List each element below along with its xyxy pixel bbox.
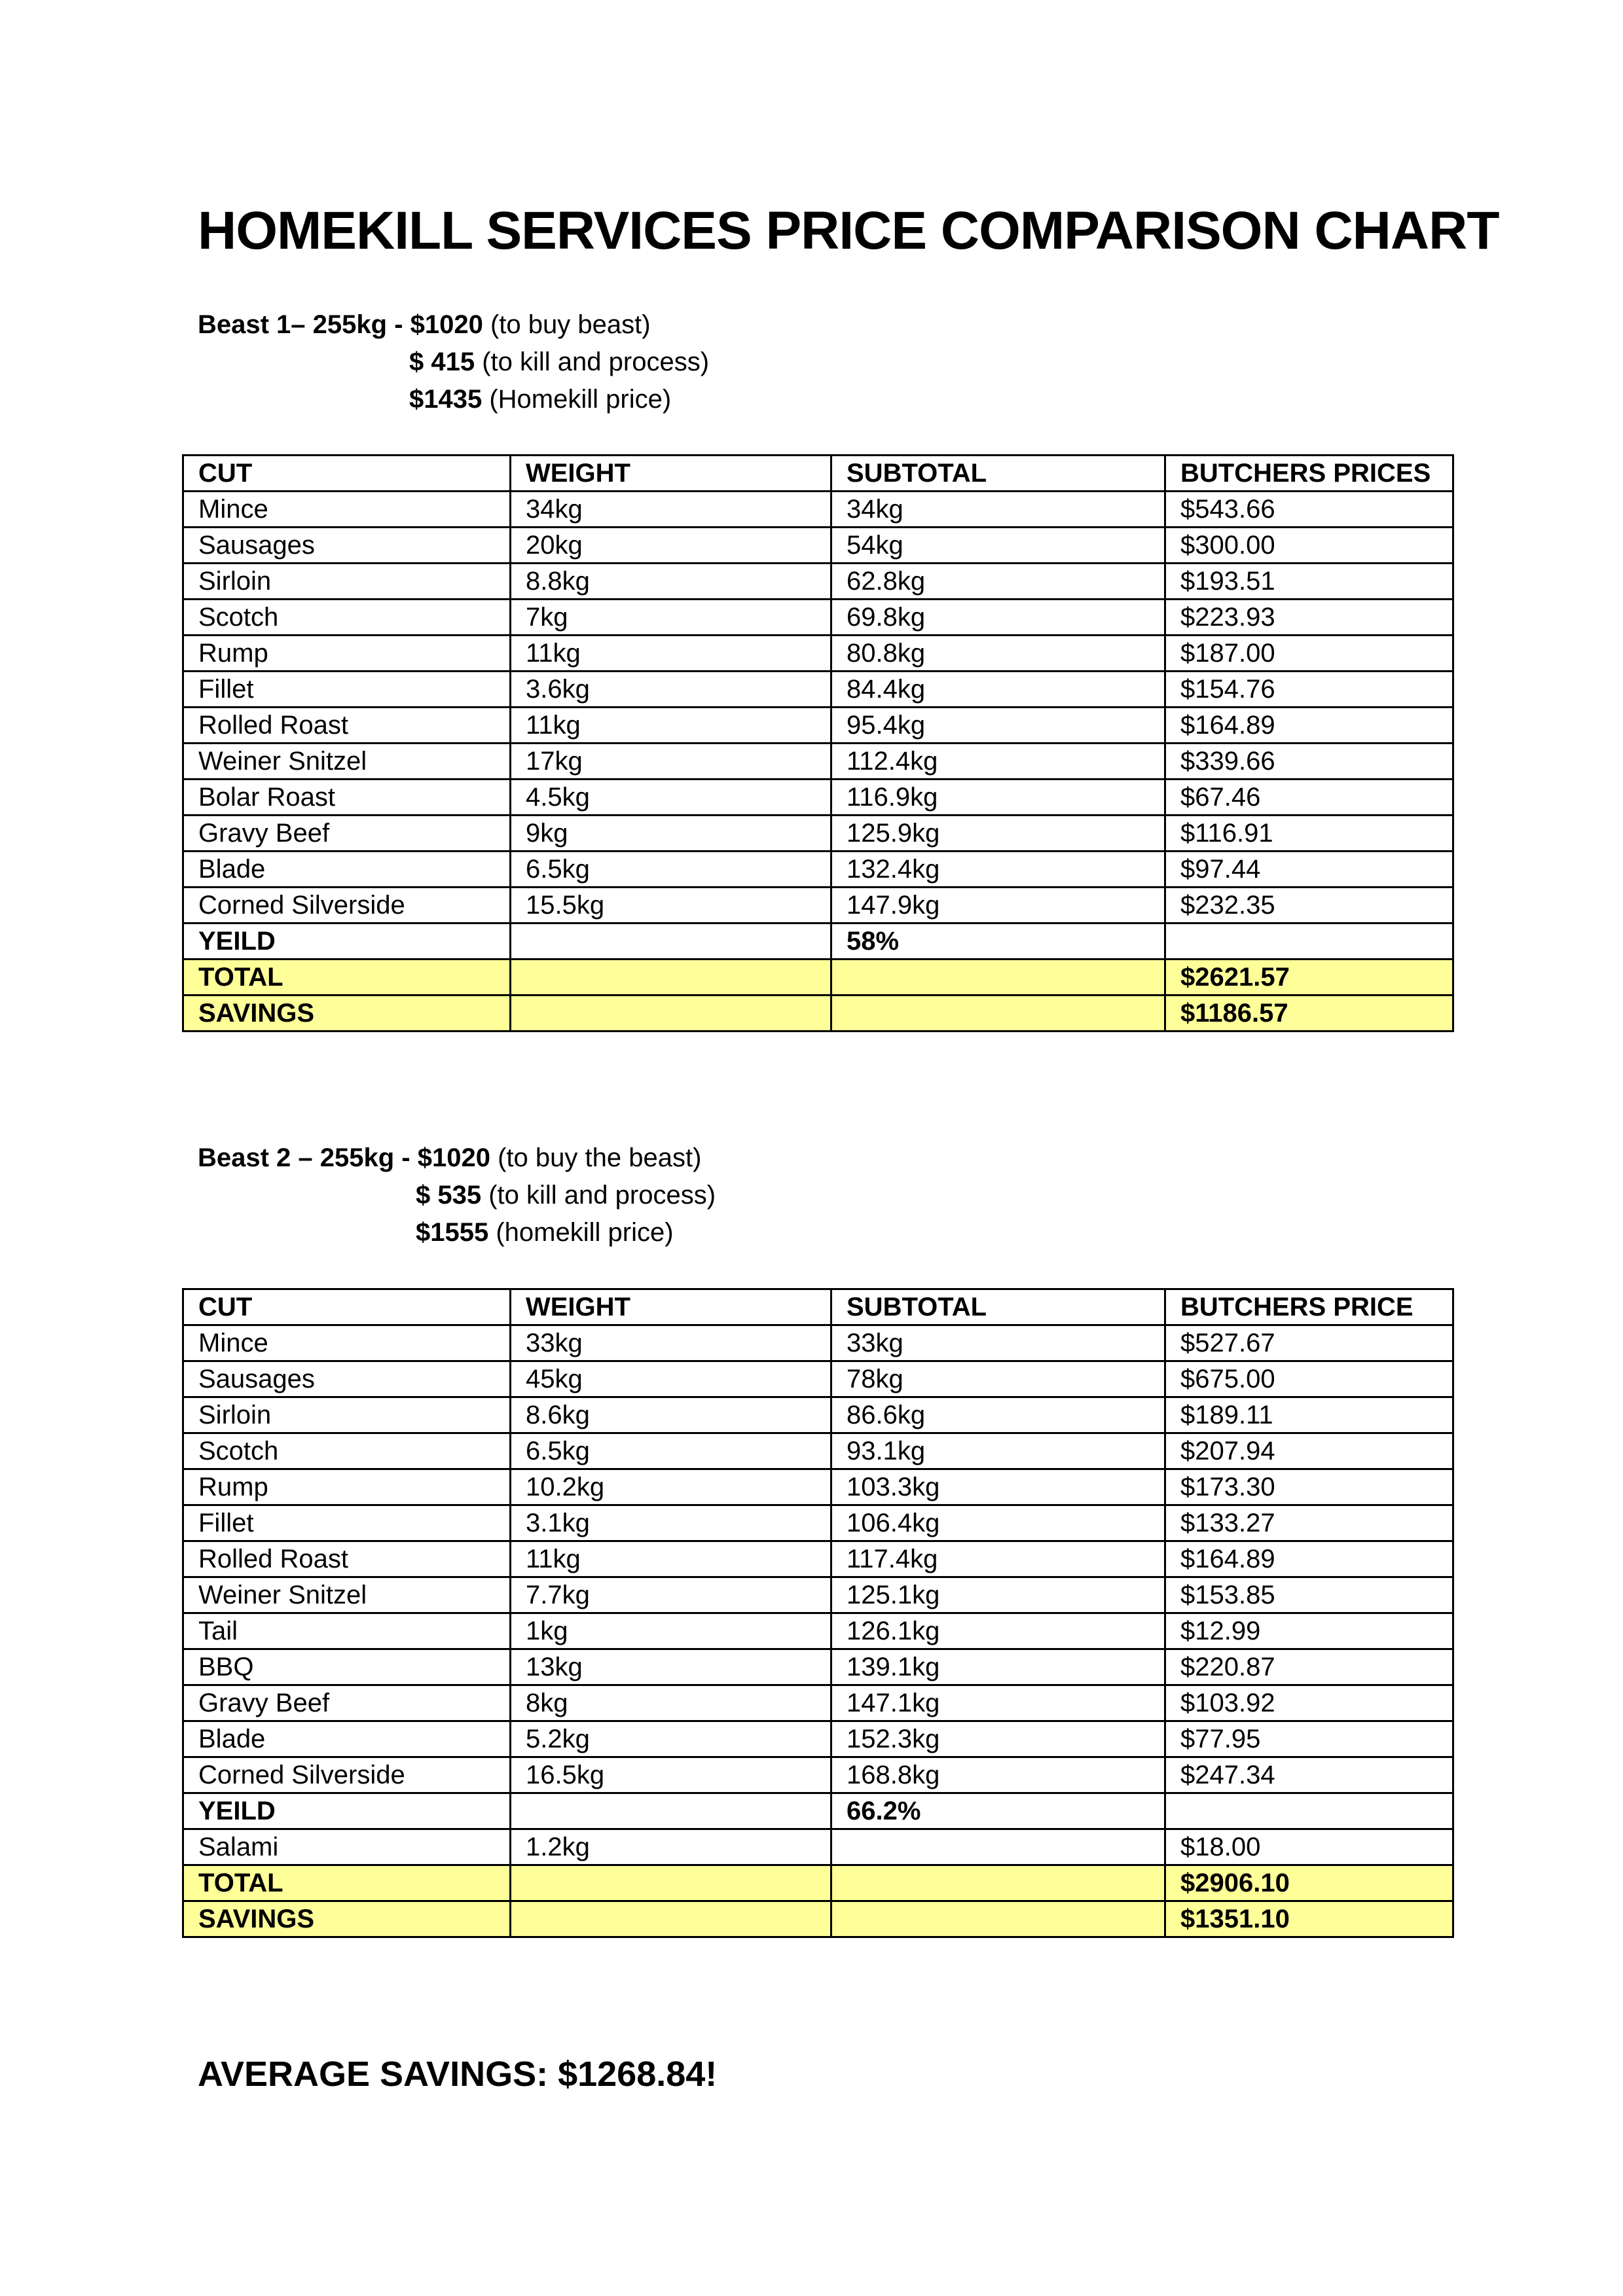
yield-row-cell — [511, 1793, 831, 1829]
table-row — [183, 564, 1453, 600]
table-row-cell: Salami — [183, 1829, 511, 1865]
table-row-cell: 1kg — [511, 1613, 831, 1649]
table-row-cell: $187.00 — [1165, 636, 1453, 672]
table-row — [183, 1541, 1453, 1577]
table-row-cell: Rolled Roast — [183, 1541, 511, 1577]
table-row-cell: 15.5kg — [511, 888, 831, 924]
table-header-row — [183, 1289, 1453, 1325]
total-row-cell: TOTAL — [183, 1865, 511, 1901]
beast1-header-line-text: (to buy beast) — [483, 310, 651, 339]
beast1-header-line-text: (to kill and process) — [475, 348, 710, 376]
yield-row — [183, 924, 1453, 960]
table-header-row-cell: SUBTOTAL — [831, 1289, 1165, 1325]
savings-row-cell: SAVINGS — [183, 996, 511, 1031]
beast1-header-line-bold: $ 415 — [409, 348, 475, 376]
table-row-cell: $164.89 — [1165, 708, 1453, 744]
table-row-cell: $207.94 — [1165, 1433, 1453, 1469]
yield-row-cell — [511, 924, 831, 960]
savings-row-cell — [831, 1901, 1165, 1937]
table-row-cell: 78kg — [831, 1361, 1165, 1397]
table-row-cell: 112.4kg — [831, 744, 1165, 780]
table-row — [183, 600, 1453, 636]
table-row-cell: 125.9kg — [831, 816, 1165, 852]
table-row-cell: 3.1kg — [511, 1505, 831, 1541]
table-row — [183, 888, 1453, 924]
table-row-cell: $527.67 — [1165, 1325, 1453, 1361]
table-row-cell: 4.5kg — [511, 780, 831, 816]
table-row-cell: 6.5kg — [511, 852, 831, 888]
beast2-header-line — [198, 1139, 716, 1177]
table-row-cell: 168.8kg — [831, 1757, 1165, 1793]
beast2-header-line-bold: Beast 2 – 255kg - $1020 — [198, 1143, 490, 1172]
table-row-cell: $247.34 — [1165, 1757, 1453, 1793]
table-row-cell: 69.8kg — [831, 600, 1165, 636]
table-row-cell: 10.2kg — [511, 1469, 831, 1505]
table-row — [183, 492, 1453, 528]
table-row-cell: Mince — [183, 1325, 511, 1361]
table-row-cell: Scotch — [183, 1433, 511, 1469]
savings-row — [183, 1901, 1453, 1937]
table-row-cell: Sausages — [183, 1361, 511, 1397]
table-row-cell: $300.00 — [1165, 528, 1453, 564]
table-row-cell: Weiner Snitzel — [183, 744, 511, 780]
table-row-cell: $133.27 — [1165, 1505, 1453, 1541]
beast1-table-body — [183, 456, 1453, 1031]
table-row-cell: $77.95 — [1165, 1721, 1453, 1757]
beast1-price-table — [182, 454, 1454, 1032]
total-row — [183, 1865, 1453, 1901]
savings-row-cell — [511, 1901, 831, 1937]
table-row-cell: $116.91 — [1165, 816, 1453, 852]
table-row-cell: Tail — [183, 1613, 511, 1649]
table-row-cell: 147.9kg — [831, 888, 1165, 924]
table-row-cell: $164.89 — [1165, 1541, 1453, 1577]
table-row-cell: Corned Silverside — [183, 1757, 511, 1793]
table-row-cell: 16.5kg — [511, 1757, 831, 1793]
table-row-cell: 6.5kg — [511, 1433, 831, 1469]
table-row-cell: 5.2kg — [511, 1721, 831, 1757]
table-row — [183, 1685, 1453, 1721]
average-savings: AVERAGE SAVINGS: $1268.84! — [198, 2054, 718, 2094]
table-header-row — [183, 456, 1453, 492]
table-row-cell: 34kg — [511, 492, 831, 528]
table-row-cell: Fillet — [183, 1505, 511, 1541]
yield-row-cell: YEILD — [183, 924, 511, 960]
table-row-cell: Weiner Snitzel — [183, 1577, 511, 1613]
table-row — [183, 1505, 1453, 1541]
table-row-cell: 7kg — [511, 600, 831, 636]
beast2-table-body — [183, 1289, 1453, 1937]
table-row-cell: Fillet — [183, 672, 511, 708]
table-row-cell — [831, 1829, 1165, 1865]
table-row-cell: $339.66 — [1165, 744, 1453, 780]
table-row-cell: 33kg — [511, 1325, 831, 1361]
yield-row-cell — [1165, 924, 1453, 960]
savings-row — [183, 996, 1453, 1031]
table-row-cell: 117.4kg — [831, 1541, 1165, 1577]
table-row — [183, 1649, 1453, 1685]
table-row-cell: Mince — [183, 492, 511, 528]
table-row-cell: 80.8kg — [831, 636, 1165, 672]
table-row-cell: 132.4kg — [831, 852, 1165, 888]
beast2-header-line-bold: $ 535 — [416, 1181, 482, 1210]
table-row-cell: $543.66 — [1165, 492, 1453, 528]
table-row-cell: 139.1kg — [831, 1649, 1165, 1685]
savings-row-cell — [511, 996, 831, 1031]
total-row — [183, 960, 1453, 996]
table-row-cell: 125.1kg — [831, 1577, 1165, 1613]
table-row-cell: $232.35 — [1165, 888, 1453, 924]
table-row — [183, 744, 1453, 780]
table-row-cell: 54kg — [831, 528, 1165, 564]
total-row-cell: TOTAL — [183, 960, 511, 996]
beast2-header — [198, 1139, 716, 1251]
table-row-cell: 62.8kg — [831, 564, 1165, 600]
table-row — [183, 672, 1453, 708]
table-row-cell: $18.00 — [1165, 1829, 1453, 1865]
table-header-row-cell: CUT — [183, 1289, 511, 1325]
table-row-cell: Sausages — [183, 528, 511, 564]
page-title: HOMEKILL SERVICES PRICE COMPARISON CHART — [198, 201, 1499, 260]
total-row-cell — [831, 960, 1165, 996]
table-row-cell: $173.30 — [1165, 1469, 1453, 1505]
yield-row-cell: 66.2% — [831, 1793, 1165, 1829]
beast1-header-line-bold: $1435 — [409, 385, 483, 414]
table-row-cell: 8kg — [511, 1685, 831, 1721]
table-row — [183, 780, 1453, 816]
table-row-cell: 86.6kg — [831, 1397, 1165, 1433]
table-row-cell: $153.85 — [1165, 1577, 1453, 1613]
table-row-cell: 8.6kg — [511, 1397, 831, 1433]
table-header-row-cell: BUTCHERS PRICES — [1165, 456, 1453, 492]
table-row-cell: BBQ — [183, 1649, 511, 1685]
table-row — [183, 636, 1453, 672]
yield-row-cell: 58% — [831, 924, 1165, 960]
table-row-cell: Corned Silverside — [183, 888, 511, 924]
savings-row-cell — [831, 996, 1165, 1031]
table-row-cell: 11kg — [511, 636, 831, 672]
beast1-header-line — [198, 381, 709, 418]
table-row — [183, 1829, 1453, 1865]
table-row-cell: 9kg — [511, 816, 831, 852]
table-row-cell: $103.92 — [1165, 1685, 1453, 1721]
table-row-cell: 147.1kg — [831, 1685, 1165, 1721]
beast2-header-line-text: (homekill price) — [488, 1218, 674, 1247]
yield-row — [183, 1793, 1453, 1829]
beast1-header — [198, 306, 709, 418]
table-row — [183, 852, 1453, 888]
table-row-cell: Sirloin — [183, 1397, 511, 1433]
table-row-cell: Sirloin — [183, 564, 511, 600]
total-row-cell — [511, 960, 831, 996]
table-row-cell: 34kg — [831, 492, 1165, 528]
table-row-cell: 13kg — [511, 1649, 831, 1685]
table-row — [183, 1469, 1453, 1505]
table-row — [183, 1757, 1453, 1793]
table-header-row-cell: WEIGHT — [511, 456, 831, 492]
table-row-cell: $97.44 — [1165, 852, 1453, 888]
beast2-header-line — [198, 1177, 716, 1214]
table-row-cell: Rolled Roast — [183, 708, 511, 744]
table-header-row-cell: WEIGHT — [511, 1289, 831, 1325]
savings-row-cell: $1351.10 — [1165, 1901, 1453, 1937]
table-row-cell: $223.93 — [1165, 600, 1453, 636]
beast2-price-table — [182, 1288, 1454, 1938]
table-row-cell: 11kg — [511, 708, 831, 744]
table-row-cell: 11kg — [511, 1541, 831, 1577]
table-row-cell: 20kg — [511, 528, 831, 564]
beast1-header-line — [198, 344, 709, 381]
table-row — [183, 1397, 1453, 1433]
table-row-cell: 93.1kg — [831, 1433, 1165, 1469]
table-row-cell: $67.46 — [1165, 780, 1453, 816]
table-row-cell: $189.11 — [1165, 1397, 1453, 1433]
beast2-header-line — [198, 1214, 716, 1251]
table-row-cell: 95.4kg — [831, 708, 1165, 744]
table-header-row-cell: SUBTOTAL — [831, 456, 1165, 492]
total-row-cell: $2906.10 — [1165, 1865, 1453, 1901]
table-row-cell: Blade — [183, 1721, 511, 1757]
table-row-cell: $220.87 — [1165, 1649, 1453, 1685]
table-row — [183, 1433, 1453, 1469]
table-row — [183, 1361, 1453, 1397]
table-row — [183, 528, 1453, 564]
table-row-cell: Gravy Beef — [183, 816, 511, 852]
table-row-cell: 7.7kg — [511, 1577, 831, 1613]
table-row-cell: $193.51 — [1165, 564, 1453, 600]
savings-row-cell: SAVINGS — [183, 1901, 511, 1937]
table-row-cell: 103.3kg — [831, 1469, 1165, 1505]
table-row-cell: Rump — [183, 636, 511, 672]
total-row-cell — [511, 1865, 831, 1901]
table-header-row-cell: BUTCHERS PRICE — [1165, 1289, 1453, 1325]
beast2-header-line-text: (to buy the beast) — [490, 1143, 702, 1172]
total-row-cell — [831, 1865, 1165, 1901]
table-row-cell: 84.4kg — [831, 672, 1165, 708]
table-row — [183, 1325, 1453, 1361]
table-row-cell: $12.99 — [1165, 1613, 1453, 1649]
table-row-cell: 33kg — [831, 1325, 1165, 1361]
table-row-cell: $154.76 — [1165, 672, 1453, 708]
beast2-header-line-text: (to kill and process) — [481, 1181, 716, 1210]
table-row-cell: 116.9kg — [831, 780, 1165, 816]
table-row-cell: 152.3kg — [831, 1721, 1165, 1757]
yield-row-cell — [1165, 1793, 1453, 1829]
beast2-header-line-bold: $1555 — [416, 1218, 489, 1247]
table-row — [183, 1613, 1453, 1649]
table-row-cell: 126.1kg — [831, 1613, 1165, 1649]
table-row — [183, 1721, 1453, 1757]
table-row — [183, 708, 1453, 744]
beast1-header-line-bold: Beast 1– 255kg - $1020 — [198, 310, 483, 339]
total-row-cell: $2621.57 — [1165, 960, 1453, 996]
savings-row-cell: $1186.57 — [1165, 996, 1453, 1031]
beast1-header-line-text: (Homekill price) — [482, 385, 672, 414]
table-row-cell: 106.4kg — [831, 1505, 1165, 1541]
table-header-row-cell: CUT — [183, 456, 511, 492]
table-row-cell: Rump — [183, 1469, 511, 1505]
table-row-cell: 1.2kg — [511, 1829, 831, 1865]
table-row-cell: 3.6kg — [511, 672, 831, 708]
table-row-cell: 17kg — [511, 744, 831, 780]
table-row — [183, 816, 1453, 852]
table-row-cell: Blade — [183, 852, 511, 888]
table-row-cell: $675.00 — [1165, 1361, 1453, 1397]
table-row-cell: Scotch — [183, 600, 511, 636]
table-row-cell: Bolar Roast — [183, 780, 511, 816]
table-row-cell: 8.8kg — [511, 564, 831, 600]
yield-row-cell: YEILD — [183, 1793, 511, 1829]
beast1-header-line — [198, 306, 709, 344]
table-row-cell: 45kg — [511, 1361, 831, 1397]
table-row — [183, 1577, 1453, 1613]
table-row-cell: Gravy Beef — [183, 1685, 511, 1721]
